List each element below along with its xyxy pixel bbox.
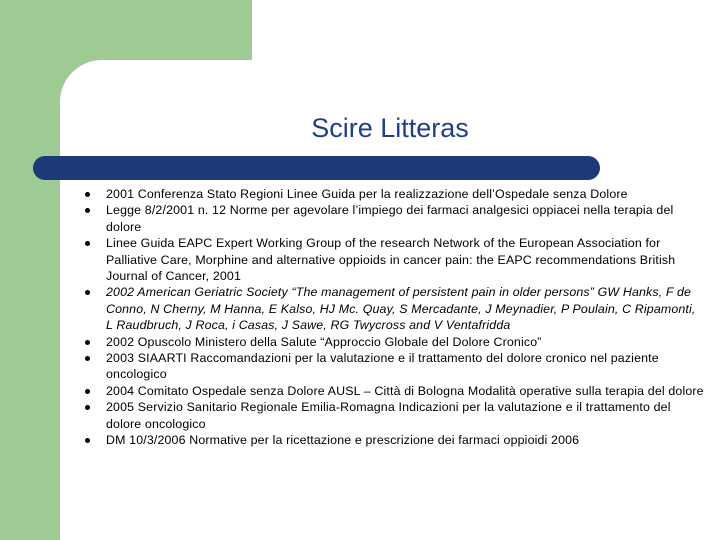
bullet-icon (85, 192, 90, 197)
bullet-item (72, 186, 704, 202)
bullet-text: 2003 SIAARTI Raccomandazioni per la valutazione e il trattamento del dolore cronico nel paziente oncologico (106, 351, 659, 382)
bullet-icon (85, 356, 90, 361)
bullet-item (72, 399, 704, 432)
bullet-item (72, 202, 704, 235)
bullet-icon (85, 241, 90, 246)
bullet-text: Legge 8/2/2001 n. 12 Norme per agevolare l’impiego dei farmaci analgesici oppiacei nella terapia del dolore (106, 203, 674, 234)
bullet-text: 2004 Comitato Ospedale senza Dolore AUSL – Città di Bologna Modalità operative sulla terapia del dolore (106, 383, 704, 398)
bullet-icon (85, 340, 90, 345)
bullet-icon (85, 438, 90, 443)
bullet-text: 2001 Conferenza Stato Regioni Linee Guida per la realizzazione dell’Ospedale senza Dolore (106, 187, 628, 201)
bullet-item (72, 383, 704, 399)
bullet-item (72, 350, 704, 383)
bullet-text: Linee Guida EAPC Expert Working Group of the research Network of the European Association for Palliative Care, Morphine and alternative oppioids in cancer pain: the EAPC recommendations British Journal of Cancer, 2001 (106, 236, 676, 284)
bullet-text: DM 10/3/2006 Normative per la ricettazione e prescrizione dei farmaci oppioidi 2006 (106, 433, 580, 448)
bullet-icon (85, 290, 90, 295)
bullet-item (72, 432, 704, 448)
bullet-item (72, 334, 704, 350)
bullet-text: 2005 Servizio Sanitario Regionale Emilia-Romagna Indicazioni per la valutazione e il trattamento del dolore oncologico (106, 400, 671, 431)
bullet-icon (85, 208, 90, 213)
bullet-list (72, 186, 704, 449)
bullet-icon (85, 405, 90, 410)
title-underline-bar (33, 156, 600, 180)
bullet-item (72, 284, 704, 333)
bullet-item (72, 235, 704, 284)
bullet-text: 2002 American Geriatric Society “The management of persistent pain in older persons” GW Hanks, F de Conno, N Cherny, M Hanna, E Kalso, HJ Mc. Quay, S Mercadante, J Meynadier, P Poulain, C Ripamonti, L Raudbruch, J Roca, i Casas, J Sawe, RG Twycross and V Ventafridda (106, 285, 696, 333)
slide-title: Scire Litteras (311, 113, 469, 143)
bullet-text: 2002 Opuscolo Ministero della Salute “Approccio Globale del Dolore Cronico” (106, 334, 542, 349)
bullet-icon (85, 389, 90, 394)
